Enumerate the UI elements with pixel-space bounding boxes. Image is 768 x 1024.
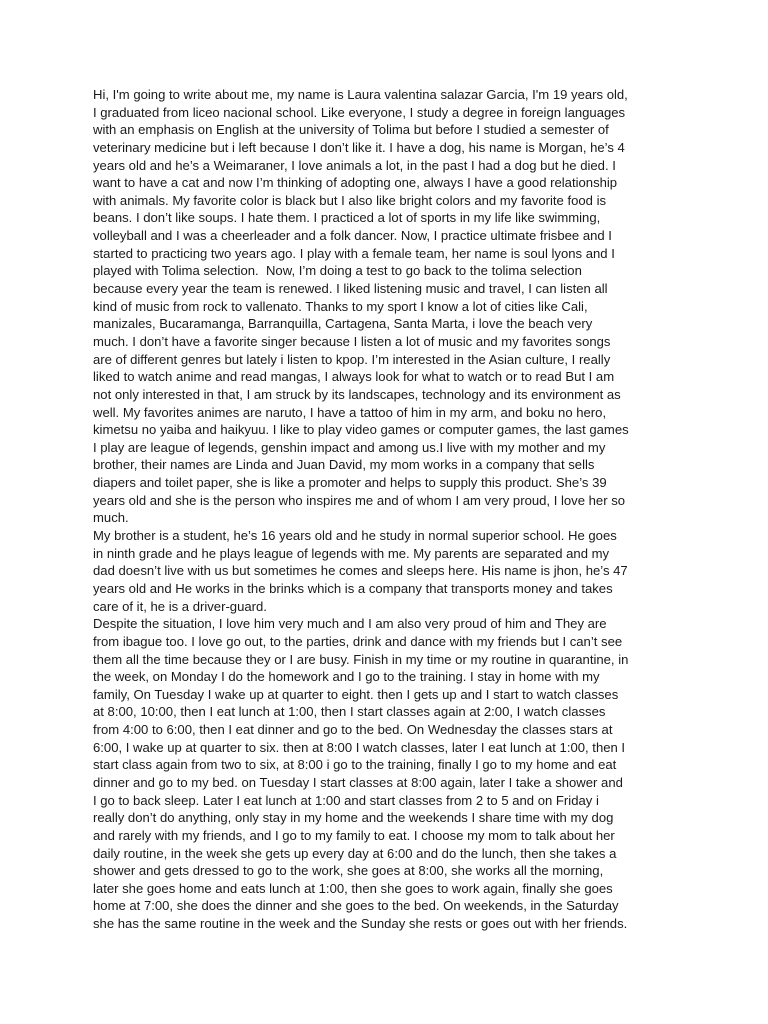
text-line: daily routine, in the week she gets up every day at 6:00 and do the lunch, then she takes a [93, 845, 617, 861]
text-line: not only interested in that, I am struck by its landscapes, technology and its environment as [93, 386, 621, 402]
text-line: because every year the team is renewed. I liked listening music and travel, I can listen all [93, 281, 608, 297]
text-line: years old and he’s a Weimaraner, I love animals a lot, in the past I had a dog but he died. I [93, 157, 616, 173]
text-line: from ibague too. I love go out, to the parties, drink and dance with my friends but I can’t see [93, 633, 623, 649]
text-line: I graduated from liceo nacional school. Like everyone, I study a degree in foreign languages [93, 104, 626, 120]
text-line: dinner and go to my bed. on Tuesday I start classes at 8:00 again, later I take a shower and [93, 774, 623, 790]
text-line: at 8:00, 10:00, then I eat lunch at 1:00, then I start classes again at 2:00, I watch classes [93, 704, 606, 720]
text-line: later she goes home and eats lunch at 1:00, then she goes to work again, finally she goes [93, 880, 613, 896]
text-line: volleyball and I was a cheerleader and a folk dancer. Now, I practice ultimate frisbee and I [93, 228, 612, 244]
text-line: years old and He works in the brinks which is a company that transports money and takes [93, 580, 613, 596]
text-line: started to practicing two years ago. I play with a female team, her name is soul lyons and I [93, 245, 615, 261]
text-line: I go to back sleep. Later I eat lunch at 1:00 and start classes from 2 to 5 and on Friday i [93, 792, 599, 808]
text-line: are of different genres but lately i listen to kpop. I’m interested in the Asian culture, I really [93, 351, 611, 367]
text-line: played with Tolima selection. Now, I’m doing a test to go back to the tolima selection [93, 263, 582, 279]
text-line: care of it, he is a driver-guard. [93, 598, 267, 614]
text-line: from 4:00 to 6:00, then I eat dinner and go to the bed. On Wednesday the classes stars at [93, 722, 613, 738]
text-line: diapers and toilet paper, she is like a promoter and helps to supply this product. She’s 39 [93, 475, 607, 491]
text-line: kind of music from rock to vallenato. Thanks to my sport I know a lot of cities like Cali, [93, 298, 588, 314]
document-body-text [93, 86, 693, 933]
text-line: Despite the situation, I love him very much and I am also very proud of him and They are [93, 616, 607, 632]
text-line: want to have a cat and now I’m thinking of adopting one, always I have a good relationship [93, 175, 618, 191]
text-line: with an emphasis on English at the university of Tolima but before I studied a semester of [93, 122, 609, 138]
text-line: Hi, I'm going to write about me, my name is Laura valentina salazar Garcia, I'm 19 years old, [93, 87, 628, 102]
text-line: I play are league of legends, genshin impact and among us.I live with my mother and my [93, 439, 606, 455]
text-line: My brother is a student, he’s 16 years old and he study in normal superior school. He goes [93, 528, 617, 544]
text-line: family, On Tuesday I wake up at quarter to eight. then I gets up and I start to watch classes [93, 686, 619, 702]
text-line: manizales, Bucaramanga, Barranquilla, Cartagena, Santa Marta, i love the beach very [93, 316, 593, 332]
text-line: the week, on Monday I do the homework and I go to the training. I stay in home with my [93, 669, 600, 685]
text-line: brother, their names are Linda and Juan David, my mom works in a company that sells [93, 457, 595, 473]
text-line: much. I don’t have a favorite singer because I listen a lot of music and my favorites songs [93, 333, 611, 349]
text-line: years old and she is the person who inspires me and of whom I am very proud, I love her so [93, 492, 626, 508]
text-line: in ninth grade and he plays league of legends with me. My parents are separated and my [93, 545, 610, 561]
text-line: and rarely with my friends, and I go to my family to eat. I choose my mom to talk about her [93, 827, 615, 843]
text-line: them all the time because they or I are busy. Finish in my time or my routine in quarantine, in [93, 651, 629, 667]
text-line: shower and gets dressed to go to the work, she goes at 8:00, she works all the morning, [93, 863, 604, 879]
text-line: liked to watch anime and read mangas, I always look for what to watch or to read But I am [93, 369, 615, 385]
text-line: with animals. My favorite color is black but I also like bright colors and my favorite food is [93, 192, 607, 208]
text-line: really don’t do anything, only stay in my home and the weekends I share time with my dog [93, 810, 614, 826]
text-line: much. [93, 510, 129, 526]
text-line: 6:00, I wake up at quarter to six. then at 8:00 I watch classes, later I eat lunch at 1:00, then I [93, 739, 626, 755]
text-line: dad doesn’t live with us but sometimes he comes and sleeps here. His name is jhon, he’s 47 [93, 563, 628, 579]
text-line: home at 7:00, she does the dinner and she goes to the bed. On weekends, in the Saturday [93, 898, 619, 914]
text-line: veterinary medicine but i left because I don’t like it. I have a dog, his name is Morgan, he’s 4 [93, 139, 625, 155]
text-line: start class again from two to six, at 8:00 i go to the training, finally I go to my home and eat [93, 757, 617, 773]
text-line: kimetsu no yaiba and haikyuu. I like to play video games or computer games, the last games [93, 422, 629, 438]
text-line: beans. I don’t like soups. I hate them. I practiced a lot of sports in my life like swimming, [93, 210, 601, 226]
text-line: she has the same routine in the week and the Sunday she rests or goes out with her friends. [93, 916, 628, 932]
text-line: well. My favorites animes are naruto, I have a tattoo of him in my arm, and boku no hero, [93, 404, 607, 420]
